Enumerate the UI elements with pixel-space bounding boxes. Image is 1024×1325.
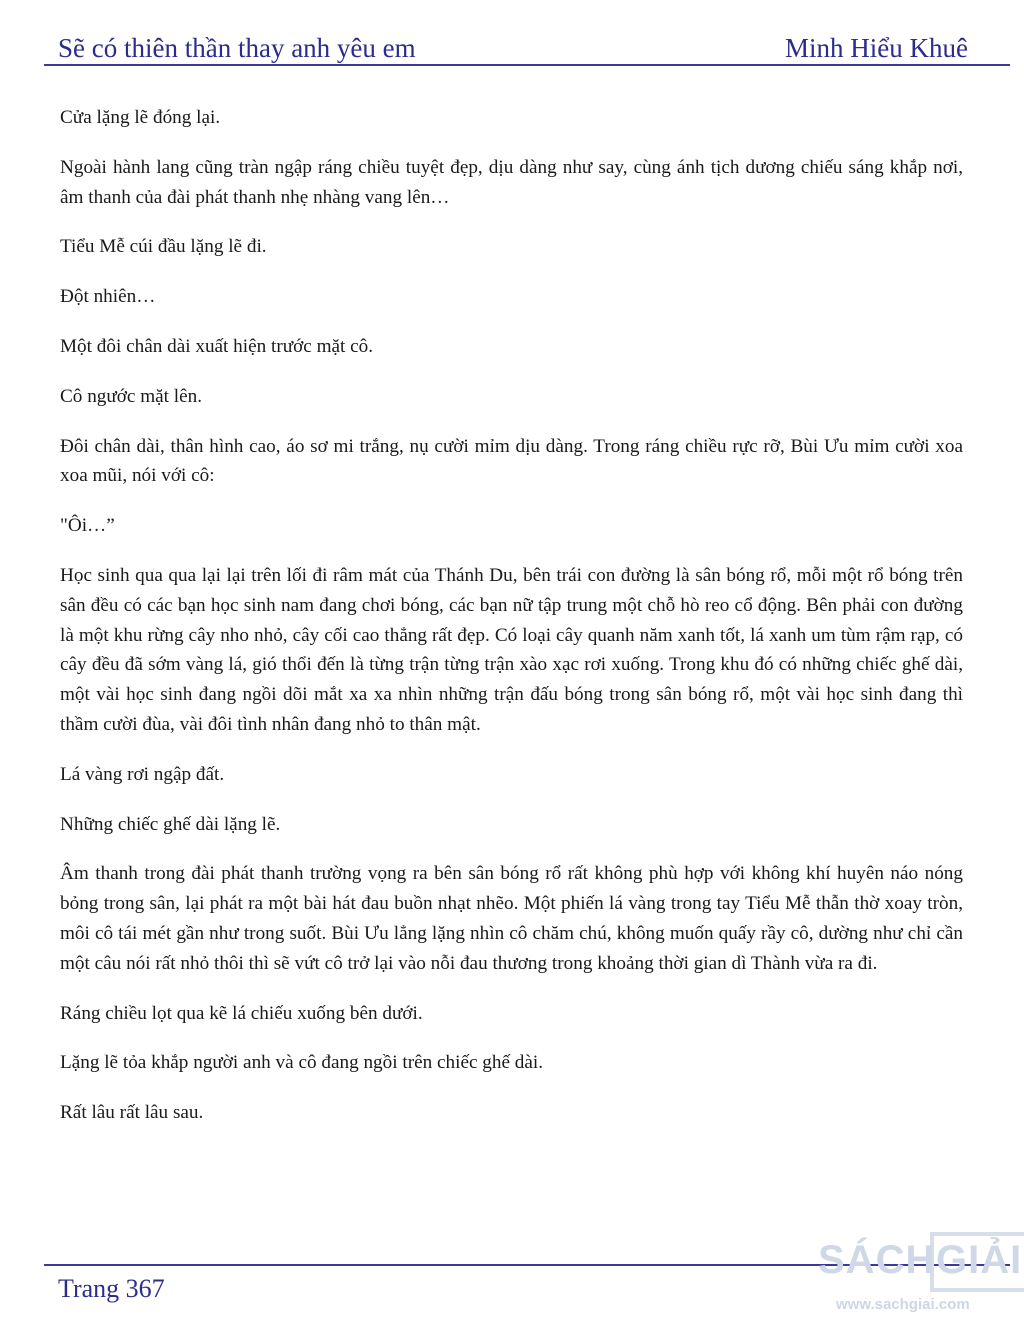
header-divider bbox=[44, 64, 1010, 66]
paragraph: Đột nhiên… bbox=[60, 286, 156, 308]
paragraph: Âm thanh trong đài phát thanh trường vọng ra bên sân bóng rổ rất không phù hợp với không khí huyên náo nóng bỏng trong sân, lại phát ra một bài hát đau buồn nhạt nhẽo. Một phiến lá vàng trong tay Tiểu Mễ thẫn thờ xoay tròn, môi cô tái mét gần như trong suốt. Bùi Ưu lẳng lặng nhìn cô chăm chú, không muốn quấy rầy cô, dường như chỉ cần một câu nói rất nhỏ thôi thì sẽ vứt cô trở lại vào nỗi đau thương trong khoảng thời gian dì Thành vừa ra đi. bbox=[60, 863, 963, 974]
paragraph: "Ôi…” bbox=[60, 515, 115, 537]
paragraph: Cửa lặng lẽ đóng lại. bbox=[60, 107, 221, 128]
author-name: Minh Hiểu Khuê bbox=[785, 33, 968, 63]
watermark-url: www.sachgiai.com bbox=[836, 1296, 970, 1313]
paragraph: Đôi chân dài, thân hình cao, áo sơ mi trắng, nụ cười mỉm dịu dàng. Trong ráng chiều rực rỡ, Bùi Ưu mỉm cười xoa xoa mũi, nói với cô: bbox=[60, 435, 963, 487]
paragraph: Những chiếc ghế dài lặng lẽ. bbox=[60, 813, 281, 835]
paragraph: Lặng lẽ tỏa khắp người anh và cô đang ngồi trên chiếc ghế dài. bbox=[60, 1052, 544, 1074]
page-header bbox=[58, 26, 968, 64]
page-body bbox=[60, 103, 963, 1148]
paragraph: Tiểu Mễ cúi đầu lặng lẽ đi. bbox=[60, 236, 267, 258]
watermark-logo bbox=[818, 1232, 1024, 1322]
paragraph: Ráng chiều lọt qua kẽ lá chiếu xuống bên dưới. bbox=[60, 1002, 423, 1024]
page-number: Trang 367 bbox=[58, 1274, 165, 1303]
paragraph: Học sinh qua qua lại lại trên lối đi râm mát của Thánh Du, bên trái con đường là sân bóng rổ, mỗi một rổ bóng trên sân đều có các bạn học sinh nam đang chơi bóng, các bạn nữ tập trung một chỗ hò reo cổ động. Bên phải con đường là một khu rừng cây nho nhỏ, cây cối cao thẳng rất đẹp. Có loại cây quanh năm xanh tốt, lá xanh um tùm rậm rạp, có cây đều đã sớm vàng lá, gió thổi đến là từng trận từng trận xào xạc rơi xuống. Trong khu đó có những chiếc ghế dài, một vài học sinh đang ngồi dõi mắt xa xa nhìn những trận đấu bóng trong sân bóng rổ, một vài học sinh đang thì thầm cười đùa, vài đôi tình nhân đang nhỏ to thân mật. bbox=[60, 564, 963, 735]
paragraph: Một đôi chân dài xuất hiện trước mặt cô. bbox=[60, 335, 374, 357]
paragraph: Lá vàng rơi ngập đất. bbox=[60, 763, 225, 785]
watermark-text-right: GIẢI bbox=[936, 1238, 1023, 1282]
paragraph: Cô ngước mặt lên. bbox=[60, 385, 203, 407]
paragraph: Rất lâu rất lâu sau. bbox=[60, 1102, 204, 1124]
watermark-text-left: SÁCH bbox=[818, 1238, 936, 1282]
paragraph: Ngoài hành lang cũng tràn ngập ráng chiều tuyệt đẹp, dịu dàng như say, cùng ánh tịch dương chiếu sáng khắp nơi, âm thanh của đài phát thanh nhẹ nhàng vang lên… bbox=[60, 156, 963, 208]
book-title: Sẽ có thiên thần thay anh yêu em bbox=[58, 33, 416, 63]
